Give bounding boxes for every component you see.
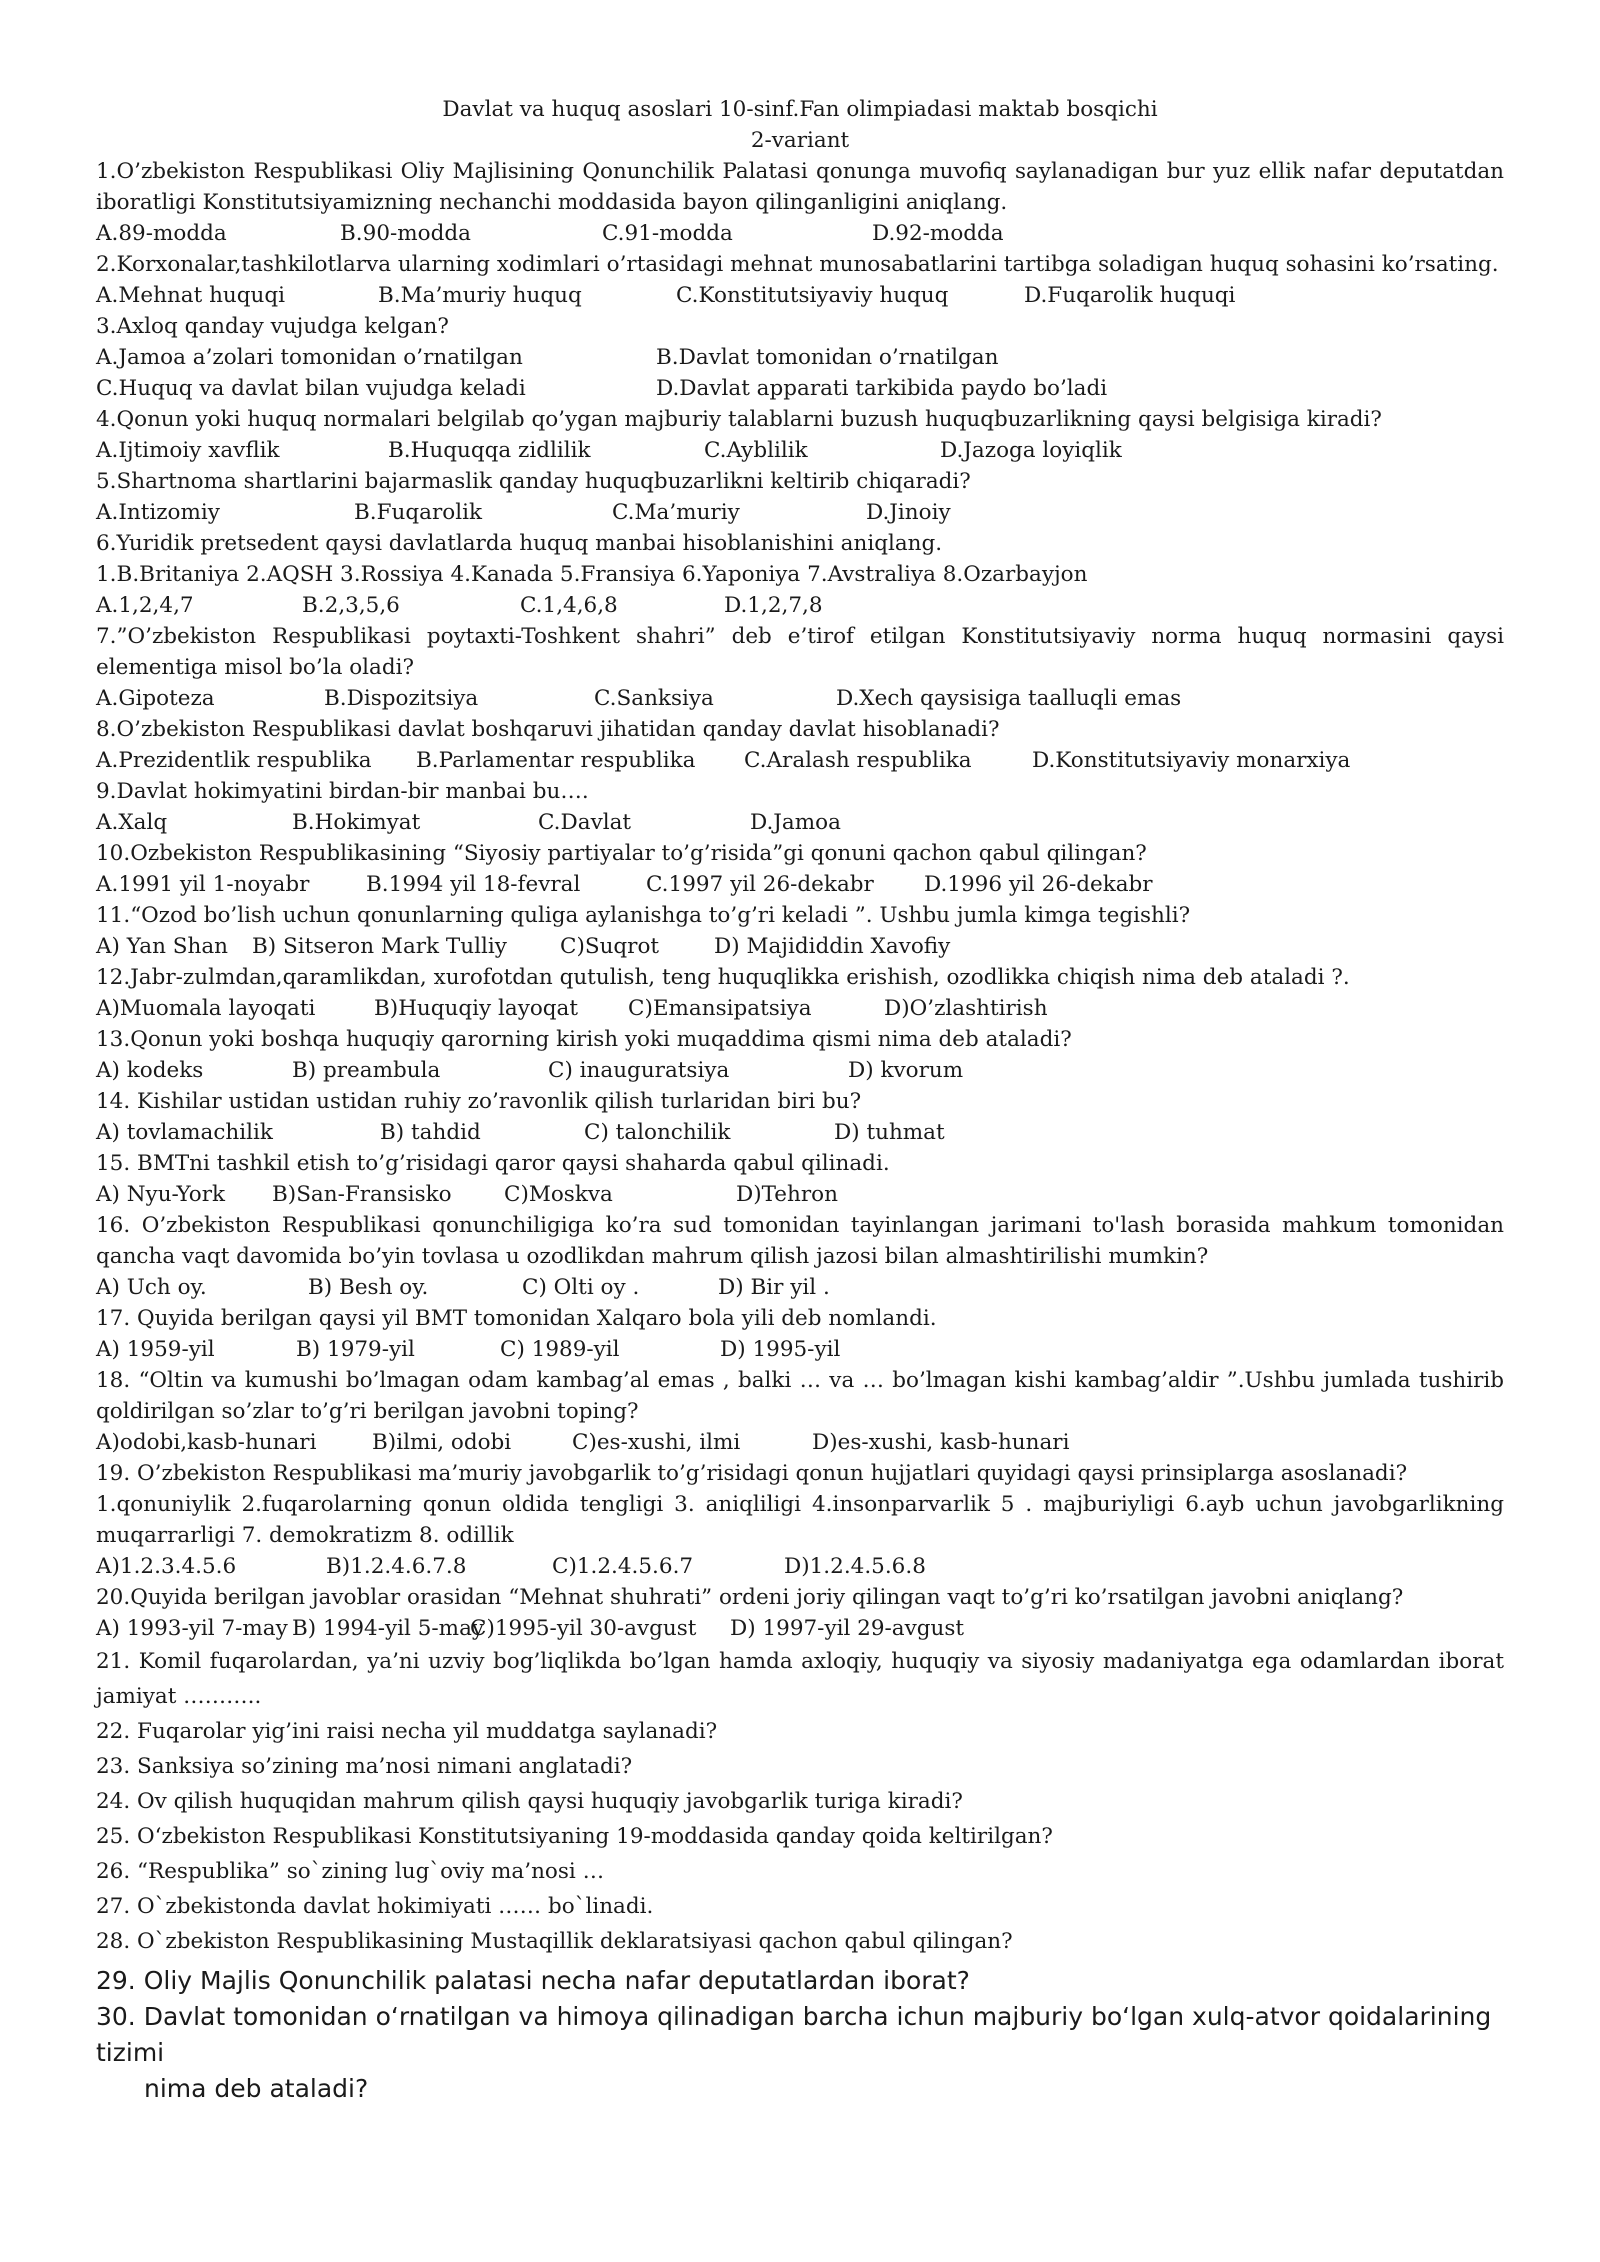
option-d: D) 1995-yil [720, 1337, 841, 1362]
option-d: D.Davlat apparati tarkibida paydo bo’ladi [656, 376, 1108, 401]
question-text: 15. BMTni tashkil etish to’g’risidagi qaror qaysi shaharda qabul qilinadi. [96, 1151, 890, 1176]
question-text: 6.Yuridik pretsedent qaysi davlatlarda huquq manbai hisoblanishini aniqlang. [96, 531, 943, 556]
option-c: C.1997 yil 26-dekabr [646, 872, 874, 897]
option-c: C.Ma’muriy [612, 500, 740, 525]
option-d: D) Bir yil . [718, 1275, 830, 1300]
option-a: A)1.2.3.4.5.6 [96, 1554, 237, 1579]
answer-options [96, 1551, 1504, 1582]
option-d: D.Jazoga loyiqlik [940, 438, 1122, 463]
option-b: B.Parlamentar respublika [416, 748, 696, 773]
answer-options [96, 342, 1504, 373]
option-d: D) Majididdin Xavofiy [714, 934, 951, 959]
option-c: C) 1989-yil [500, 1337, 620, 1362]
option-a: A)Muomala layoqati [96, 996, 316, 1021]
option-a: A) 1993-yil 7-may [96, 1616, 288, 1641]
question-text: 4.Qonun yoki huquq normalari belgilab qo’ygan majburiy talablarni buzush huquqbuzarlikning qaysi belgisiga kiradi? [96, 407, 1382, 432]
question-text: 13.Qonun yoki boshqa huquqiy qarorning kirish yoki muqaddima qismi nima deb ataladi? [96, 1027, 1072, 1052]
option-d: D)O’zlashtirish [884, 996, 1048, 1021]
option-b: B.Hokimyat [292, 810, 421, 835]
question-text: 9.Davlat hokimyatini birdan-bir manbai bu…. [96, 779, 589, 804]
option-d: D.1996 yil 26-dekabr [924, 872, 1153, 897]
option-d: D) tuhmat [834, 1120, 945, 1145]
answer-options [96, 435, 1504, 466]
answer-options [96, 1272, 1504, 1303]
country-list: 1.B.Britaniya 2.AQSH 3.Rossiya 4.Kanada 5.Fransiya 6.Yaponiya 7.Avstraliya 8.Ozarbayjon [96, 562, 1088, 587]
question-text: 8.O’zbekiston Respublikasi davlat boshqaruvi jihatidan qanday davlat hisoblanadi? [96, 717, 1000, 742]
option-d: D) kvorum [848, 1058, 964, 1083]
answer-options [96, 218, 1504, 249]
option-b: B) tahdid [380, 1120, 481, 1145]
option-a: A) Uch oy. [96, 1275, 207, 1300]
option-b: B)Huquqiy layoqat [374, 996, 579, 1021]
question-text: 2.Korxonalar,tashkilotlarva ularning xodimlari o’rtasidagi mehnat munosabatlarini tartibga soladigan huquq sohasini ko’rsating. [96, 252, 1499, 277]
option-d: D) 1997-yil 29-avgust [730, 1616, 965, 1641]
document-title: Davlat va huquq asoslari 10-sinf.Fan olimpiadasi maktab bosqichi [442, 97, 1158, 122]
option-c: C.1,4,6,8 [520, 593, 618, 618]
option-a: A.Jamoa a’zolari tomonidan o’rnatilgan [96, 345, 523, 370]
option-b: B.2,3,5,6 [302, 593, 400, 618]
option-c: C.Konstitutsiyaviy huquq [676, 283, 949, 308]
option-d: D.Jinoiy [866, 500, 951, 525]
option-b: B) preambula [292, 1058, 441, 1083]
answer-options [96, 590, 1504, 621]
option-d: D.Konstitutsiyaviy monarxiya [1032, 748, 1351, 773]
answer-options [96, 280, 1504, 311]
option-d: D.Fuqarolik huquqi [1024, 283, 1236, 308]
question-text: 3.Axloq qanday vujudga kelgan? [96, 314, 449, 339]
option-b: B) Besh oy. [308, 1275, 429, 1300]
question-30-continuation: nima deb ataladi? [144, 2074, 369, 2103]
option-c: C.Huquq va davlat bilan vujudga keladi [96, 376, 526, 401]
option-c: C) talonchilik [584, 1120, 731, 1145]
answer-options [96, 1427, 1504, 1458]
option-c: C)Moskva [504, 1182, 613, 1207]
question-text: 7.”O’zbekiston Respublikasi poytaxti-Toshkent shahri” deb e’tirof etilgan Konstitutsiyaviy norma huquq normasini qaysi elementiga misol bo’la oladi? [96, 624, 1504, 680]
variant-label: 2-variant [750, 128, 850, 153]
final-questions [96, 1963, 1504, 2107]
option-a: A.Mehnat huquqi [96, 283, 286, 308]
option-a: A) kodeks [96, 1058, 204, 1083]
option-c: C.Sanksiya [594, 686, 714, 711]
option-d: D)1.2.4.5.6.8 [784, 1554, 926, 1579]
question-29: 29. Oliy Majlis Qonunchilik palatasi necha nafar deputatlardan iborat? [96, 1966, 970, 1995]
option-b: B) 1979-yil [296, 1337, 415, 1362]
principles-list: 1.qonuniylik 2.fuqarolarning qonun oldida tengligi 3. aniqliligi 4.insonparvarlik 5 . majburiyligi 6.ayb uchun javobgarlikning muqarrarligi 7. demokratizm 8. odillik [96, 1492, 1504, 1548]
question-text: 19. O’zbekiston Respublikasi ma’muriy javobgarlik to’g’risidagi qonun hujjatlari quyidagi qaysi prinsiplarga asoslanadi? [96, 1461, 1408, 1486]
option-a: A.Gipoteza [96, 686, 215, 711]
open-question: 25. O‘zbekiston Respublikasi Konstitutsiyaning 19-moddasida qanday qoida keltirilgan? [96, 1824, 1053, 1849]
question-text: 11.“Ozod bo’lish uchun qonunlarning quliga aylanishga to’g’ri keladi ”. Ushbu jumla kimga tegishli? [96, 903, 1191, 928]
option-b: B)ilmi, odobi [372, 1430, 512, 1455]
question-text: 16. O’zbekiston Respublikasi qonunchiligiga ko’ra sud tomonidan tayinlangan jarimani to'lash borasida mahkum tomonidan qancha vaqt davomida bo’yin tovlasa u ozodlikdan mahrum qilish jazosi bilan almashtirilishi mumkin? [96, 1213, 1504, 1269]
option-a: A) tovlamachilik [96, 1120, 273, 1145]
option-a: A.Prezidentlik respublika [96, 748, 372, 773]
option-c: C)Emansipatsiya [628, 996, 812, 1021]
option-d: D.Jamoa [750, 810, 841, 835]
option-c: C.Davlat [538, 810, 632, 835]
answer-options [96, 993, 1504, 1024]
option-b: B.Ma’muriy huquq [378, 283, 582, 308]
question-text: 20.Quyida berilgan javoblar orasidan “Mehnat shuhrati” ordeni joriy qilingan vaqt to’g’ri ko’rsatilgan javobni aniqlang? [96, 1585, 1404, 1610]
answer-options [96, 1117, 1504, 1148]
option-d: D)es-xushi, kasb-hunari [812, 1430, 1070, 1455]
option-d: D.1,2,7,8 [724, 593, 823, 618]
question-text: 10.Ozbekiston Respublikasining “Siyosiy partiyalar to’g’risida”gi qonuni qachon qabul qilingan? [96, 841, 1147, 866]
open-question: 23. Sanksiya so’zining ma’nosi nimani anglatadi? [96, 1754, 633, 1779]
question-text: 18. “Oltin va kumushi bo’lmagan odam kambag’al emas , balki … va … bo’lmagan kishi kambag’aldir ”.Ushbu jumlada tushirib qoldirilgan so’zlar to’g’ri berilgan javobni toping? [96, 1368, 1504, 1424]
answer-options [96, 1179, 1504, 1210]
option-a: A.89-modda [96, 221, 227, 246]
option-a: A) 1959-yil [96, 1337, 215, 1362]
option-c: C)1995-yil 30-avgust [470, 1616, 697, 1641]
answer-options [96, 683, 1504, 714]
option-a: A)odobi,kasb-hunari [96, 1430, 317, 1455]
option-d: D)Tehron [736, 1182, 838, 1207]
answer-options [96, 497, 1504, 528]
question-text: 14. Kishilar ustidan ustidan ruhiy zo’ravonlik qilish turlaridan biri bu? [96, 1089, 862, 1114]
answer-options [96, 869, 1504, 900]
answer-options [96, 1055, 1504, 1086]
option-c: C) Olti oy . [522, 1275, 640, 1300]
option-c: C.Aralash respublika [744, 748, 972, 773]
option-b: B.1994 yil 18-fevral [366, 872, 581, 897]
open-question: 22. Fuqarolar yig’ini raisi necha yil muddatga saylanadi? [96, 1719, 718, 1744]
option-a: A.Ijtimoiy xavflik [96, 438, 280, 463]
open-question: 21. Komil fuqarolardan, ya’ni uzviy bog’liqlikda bo’lgan hamda axloqiy, huquqiy va siyosiy madaniyatga ega odamlardan iborat jamiyat ……….. [96, 1649, 1504, 1709]
open-question: 26. “Respublika” so`zining lug`oviy ma’nosi … [96, 1859, 605, 1884]
answer-options [96, 1334, 1504, 1365]
option-b: B.Dispozitsiya [324, 686, 479, 711]
option-c: C)es-xushi, ilmi [572, 1430, 741, 1455]
option-a: A.Xalq [96, 810, 168, 835]
option-b: B.Davlat tomonidan o’rnatilgan [656, 345, 999, 370]
option-c: C) inauguratsiya [548, 1058, 730, 1083]
question-30: 30. Davlat tomonidan o‘rnatilgan va himoya qilinadigan barcha ichun majburiy bo‘lgan xulq-atvor qoidalarining tizimi [96, 2002, 1492, 2067]
option-b: B.Huquqqa zidlilik [388, 438, 591, 463]
question-text: 17. Quyida berilgan qaysi yil BMT tomonidan Xalqaro bola yili deb nomlandi. [96, 1306, 937, 1331]
option-c: C)Suqrot [560, 934, 660, 959]
answer-options [96, 745, 1504, 776]
option-b: B) Sitseron Mark Tulliy [252, 934, 507, 959]
option-b: B) 1994-yil 5-may [292, 1616, 485, 1641]
question-text: 1.O’zbekiston Respublikasi Oliy Majlisining Qonunchilik Palatasi qonunga muvofiq saylanadigan bur yuz ellik nafar deputatdan iboratligi Konstitutsiyamizning nechanchi moddasida bayon qilinganligini aniqlang. [96, 159, 1504, 215]
option-a: A.Intizomiy [96, 500, 220, 525]
option-a: A.1991 yil 1-noyabr [96, 872, 310, 897]
option-c: C)1.2.4.5.6.7 [552, 1554, 694, 1579]
answer-options [96, 931, 1504, 962]
document-content [96, 94, 1504, 2107]
option-a: A.1,2,4,7 [96, 593, 194, 618]
option-c: C.91-modda [602, 221, 733, 246]
option-b: B.Fuqarolik [354, 500, 482, 525]
open-question: 28. O`zbekiston Respublikasining Mustaqillik deklaratsiyasi qachon qabul qilingan? [96, 1929, 1013, 1954]
answer-options [96, 373, 1504, 404]
option-d: D.92-modda [872, 221, 1004, 246]
answer-options [96, 1613, 1504, 1644]
option-b: B)1.2.4.6.7.8 [326, 1554, 467, 1579]
option-c: C.Ayblilik [704, 438, 808, 463]
option-b: B)San-Fransisko [272, 1182, 452, 1207]
question-text: 5.Shartnoma shartlarini bajarmaslik qanday huquqbuzarlikni keltirib chiqaradi? [96, 469, 971, 494]
option-d: D.Xech qaysisiga taalluqli emas [836, 686, 1182, 711]
option-a: A) Yan Shan [96, 934, 229, 959]
open-question: 27. O`zbekistonda davlat hokimiyati …… bo`linadi. [96, 1894, 654, 1919]
open-question: 24. Ov qilish huquqidan mahrum qilish qaysi huquqiy javobgarlik turiga kiradi? [96, 1789, 963, 1814]
option-a: A) Nyu-York [96, 1182, 226, 1207]
option-b: B.90-modda [340, 221, 471, 246]
question-text: 12.Jabr-zulmdan,qaramlikdan, xurofotdan qutulish, teng huquqlikka erishish, ozodlikka chiqish nima deb ataladi ?. [96, 965, 1350, 990]
answer-options [96, 807, 1504, 838]
